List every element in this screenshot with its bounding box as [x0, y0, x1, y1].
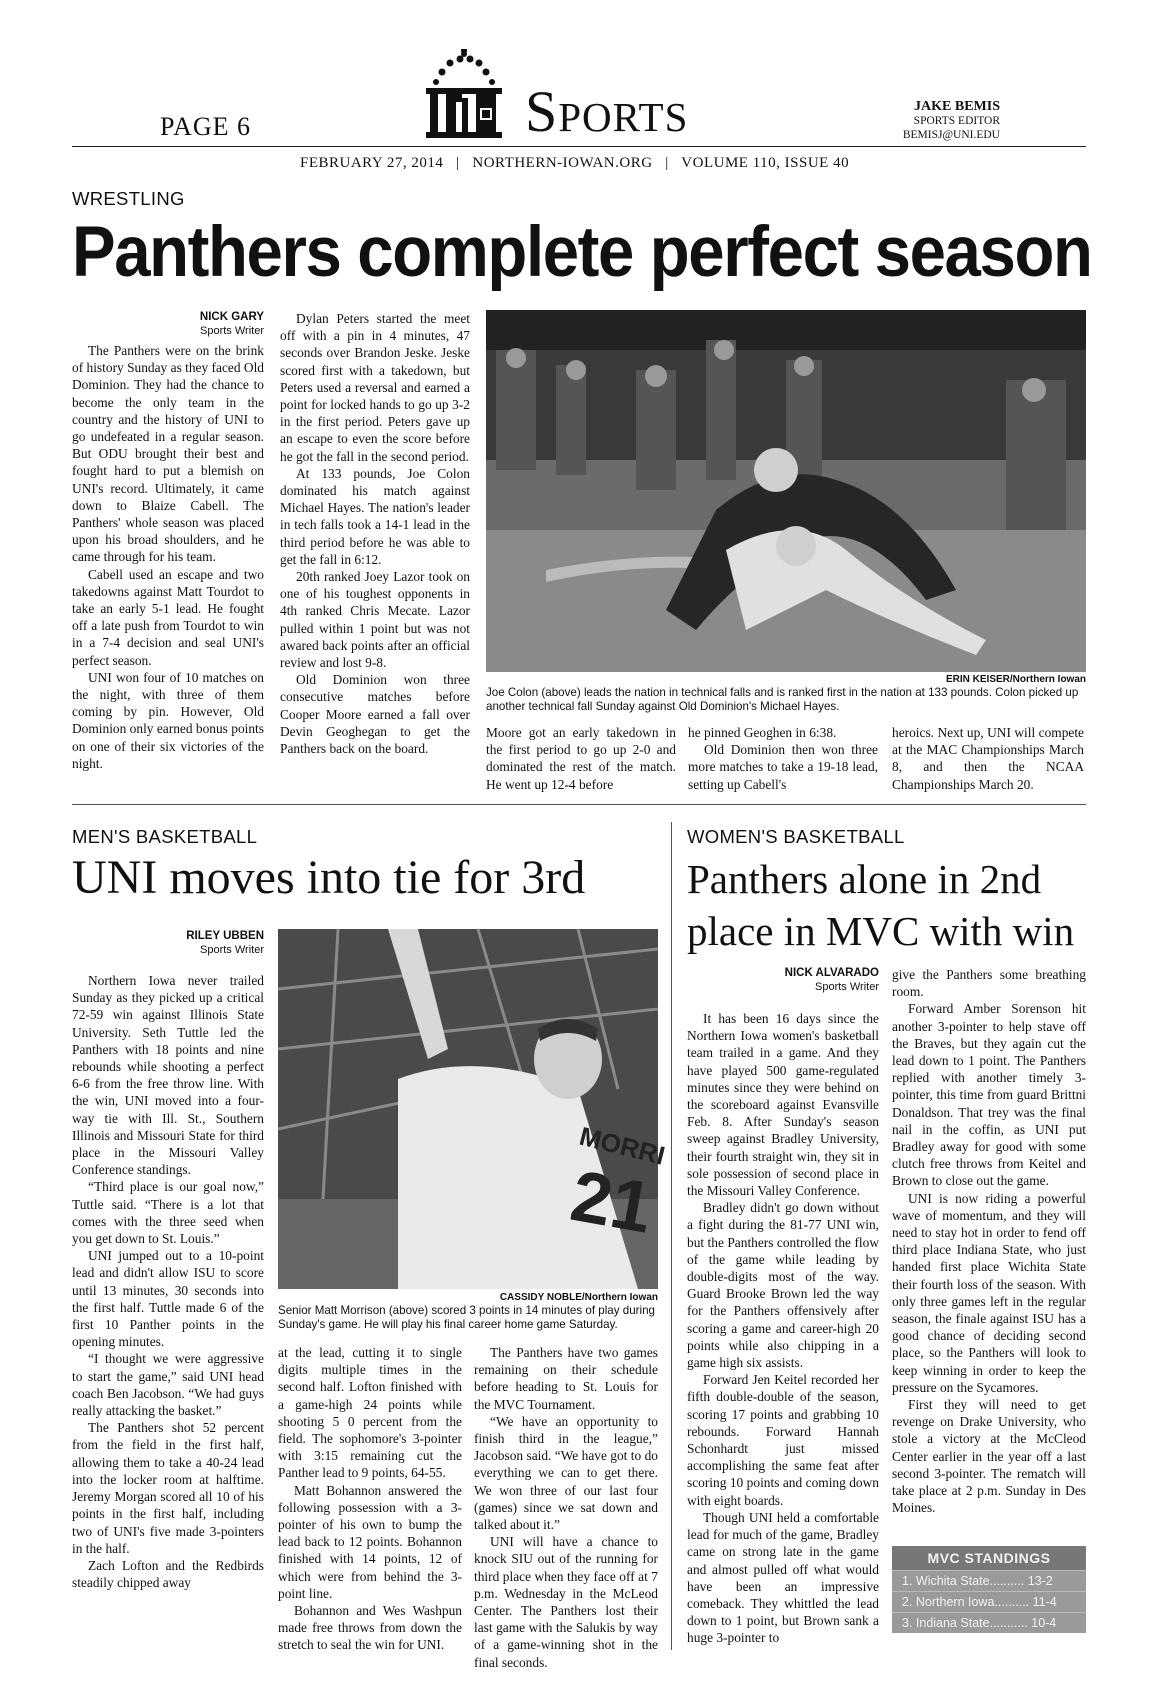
editor-info: [903, 100, 1000, 142]
paragraph: Matt Bohannon answered the following possession with a 3-pointer of his own to bump the lead back to 12 points. Bohannon finished with 14 points, 12 of which were from behind the 3-point line.: [278, 1482, 462, 1601]
paragraph: Old Dominion won three consecutive matches before Cooper Moore earned a fall over Devin Geoghegan to get the Panthers back on the board.: [280, 672, 470, 757]
standings-title: MVC STANDINGS: [892, 1546, 1086, 1570]
headline-wrestling: Panthers complete perfect season: [72, 213, 1092, 292]
editor-name: JAKE BEMIS: [914, 99, 1000, 114]
womens-col2: [892, 966, 1086, 1517]
paragraph: UNI won four of 10 matches on the night, with three of them coming by pin. However, Old Dominion only earned bonus points on one of their six victories of the night.: [72, 669, 264, 771]
paragraph: Dylan Peters started the meet off with a pin in 4 minutes, 47 seconds over Brandon Jeske. Jeske scored first with a takedown, but Peters used a reversal and earned a point for locked hands to go up 3-2 in the first period. Peters gave up an escape to even the score before he got the fall in the second period.: [280, 311, 470, 464]
dateline: FEBRUARY 27, 2014 | NORTHERN-IOWAN.ORG | VOLUME 110, ISSUE 40: [300, 155, 850, 171]
photo-credit: ERIN KEISER/Northern Iowan: [945, 674, 1086, 685]
headline-line: Panthers alone in 2nd: [687, 856, 1042, 902]
paragraph: At 133 pounds, Joe Colon dominated his match against Michael Hayes. The nation's leader in tech falls took a 14-1 lead in the third period before he was able to get the fall in 6:12.: [280, 465, 470, 567]
paragraph: Zach Lofton and the Redbirds steadily chipped away: [72, 1557, 264, 1591]
womens-col1: [687, 1010, 879, 1647]
section-title: Sports: [525, 79, 689, 144]
paragraph: 20th ranked Joey Lazor took on one of his toughest opponents in 4th ranked Chris Mecate. Lazor pulled within 1 point but was not awared back points after an official review and lost 9-8.: [280, 569, 470, 671]
editor-title: SPORTS EDITOR: [913, 115, 1000, 127]
paragraph: The Panthers have two games remaining on their schedule before heading to St. Louis for the MVC Tournament.: [474, 1345, 658, 1412]
paragraph: Though UNI held a comfortable lead for much of the game, Bradley came on strong late in the game and almost pulled off what would have been an impressive comeback. They whittled the lead down to 1 point, but Brown sank a huge 3-pointer to: [687, 1509, 879, 1646]
paragraph: UNI is now riding a powerful wave of momentum, and they will need to stay hot in order to fend off third place Indiana State, who just handed first place Wichita State their fourth loss of the season. With only three games left in the regular season, the finale against ISU has a good chance of deciding second place, so the Panthers will look to keep winning in order to keep the pressure on the Sycamores.: [892, 1190, 1086, 1395]
headline-line: place in MVC with win: [687, 908, 1075, 954]
wrestling-col1: [72, 342, 264, 772]
paragraph: First they will need to get revenge on Drake University, who stole a victory at the McCleod Center earlier in the year off a last second 3-pointer. The rematch will take place at 2 p.m. Sunday in Des Moines.: [892, 1397, 1086, 1516]
standings-row: 2. Northern Iowa.......... 11-4: [892, 1591, 1086, 1612]
author-name: NICK GARY: [199, 311, 264, 323]
author-title: Sports Writer: [815, 981, 879, 993]
author-title: Sports Writer: [200, 325, 264, 337]
paragraph: “We have an opportunity to finish third in the league,” Jacobson said. “We have got to do everything we can to get there. We won three of our last four (games) since we sat down and talked about it.”: [474, 1413, 658, 1533]
section-label-wrestling: WRESTLING: [72, 188, 185, 209]
wrestling-col5: [892, 724, 1084, 793]
mens-col1: [72, 972, 264, 1591]
section-divider: [72, 804, 1086, 805]
section-label-mens: MEN'S BASKETBALL: [72, 826, 258, 847]
paragraph: he pinned Geoghen in 6:38.: [688, 725, 837, 740]
wrestling-col4: [688, 724, 878, 793]
author-title: Sports Writer: [200, 944, 264, 956]
paragraph: Bohannon and Wes Washpun made free throws from down the stretch to seal the win for UNI.: [278, 1603, 462, 1653]
paragraph: “I thought we were aggressive to start the game,” said UNI head coach Ben Jacobson. “We had guys really attacking the basket.”: [72, 1351, 264, 1419]
masthead-rule: [72, 146, 1086, 147]
standings-row: 3. Indiana State........... 10-4: [892, 1612, 1086, 1633]
mvc-standings-box: [892, 1546, 1086, 1633]
paragraph: Bradley didn't go down without a fight during the 81-77 UNI win, but the Panthers controlled the flow of the game while leading by double-digits most of the way. Guard Brooke Brown led the way for the Panthers offensively after scoring a game and career-high 20 points while also chipping in a game high six assists.: [687, 1200, 879, 1371]
headline-womens: [687, 853, 1074, 957]
jersey-number: 21: [565, 1155, 658, 1249]
byline-mens: [72, 929, 264, 957]
headline-mens: UNI moves into tie for 3rd: [72, 851, 586, 904]
uni-logo: [422, 48, 506, 140]
photo-credit: CASSIDY NOBLE/Northern Iowan: [499, 1292, 658, 1303]
paragraph: give the Panthers some breathing room.: [892, 967, 1086, 1000]
author-name: NICK ALVARADO: [784, 967, 879, 979]
paragraph: Old Dominion then won three more matches to take a 19-18 lead, setting up Cabell's: [688, 742, 878, 792]
byline-wrestling: [72, 310, 264, 338]
column-divider: [671, 822, 672, 1650]
paragraph: at the lead, cutting it to single digits multiple times in the second half. Lofton finished with a game-high 24 points while shooting 5 0 percent from the field. The sophomore's 3-pointer with 3:15 remaining cut the Panther lead to 9 points, 64-55.: [278, 1345, 462, 1481]
paragraph: The Panthers were on the brink of history Sunday as they faced Old Dominion. They had the chance to become the only team in the country and the history of UNI to go undefeated in a regular season. But ODU brought their best and fought hard to put a blemish on UNI's record. Ultimately, it came down to Blaize Cabell. The Panthers' whole season was placed upon his broad shoulders, and he came through for his team.: [72, 343, 264, 565]
section-label-womens: WOMEN'S BASKETBALL: [687, 826, 905, 847]
paragraph: It has been 16 days since the Northern Iowa women's basketball team trailed in a game. And they have played 500 game-regulated minutes since they were behind on the scoreboard against Evansville Feb. 8. After Sunday's season sweep against Bradley University, their fourth straight win, they sit in sole possession of second place in the Missouri Valley Conference.: [687, 1011, 879, 1199]
mens-col3: [474, 1344, 658, 1671]
editor-email: BEMISJ@UNI.EDU: [902, 129, 1000, 141]
page-number: PAGE 6: [160, 112, 252, 141]
paragraph: UNI jumped out to a 10-point lead and didn't allow ISU to score until 13 minutes, 30 seconds into the first half. Tuttle made 6 of the first 10 Panther points in the opening minutes.: [72, 1248, 264, 1350]
standings-row: 1. Wichita State.......... 13-2: [892, 1570, 1086, 1591]
mens-col2: [278, 1344, 462, 1654]
byline-womens: [687, 966, 879, 994]
photo-caption: Senior Matt Morrison (above) scored 3 points in 14 minutes of play during Sunday's game. He will play his final career home game Saturday.: [278, 1304, 655, 1331]
wrestling-col2: [280, 310, 470, 757]
paragraph: Forward Amber Sorenson hit another 3-pointer to help stave off the Braves, but they again cut the lead down to 1 point. The Panthers replied with another timely 3-pointer, this time from guard Brittni Donaldson. That trey was the final nail in the coffin, as UNI put Bradley away for good with some clutch free throws from Keitel and Brown to close out the game.: [892, 1001, 1086, 1189]
wrestling-photo: [486, 310, 1086, 672]
paragraph: The Panthers shot 52 percent from the field in the first half, allowing them to take a 40-24 lead into the locker room at halftime. Jeremy Morgan scored all 10 of his points in the first half, including two of UNI's five made 3-pointers in the half.: [72, 1420, 264, 1556]
paragraph: Forward Jen Keitel recorded her fifth double-double of the season, scoring 17 points and grabbing 10 rebounds. Forward Hannah Schonhardt just missed accomplishing the same feat after scoring 10 points and coming down with eight boards.: [687, 1372, 879, 1508]
wrestling-col3: [486, 724, 676, 793]
basketball-photo: [278, 929, 668, 1289]
paragraph: heroics. Next up, UNI will compete at the MAC Championships March 8, and then the NCAA Championships March 20.: [892, 725, 1084, 792]
paragraph: “Third place is our goal now,” Tuttle said. “There is a lot that comes with the three seed when you get down to St. Louis.”: [72, 1179, 264, 1247]
paragraph: UNI will have a chance to knock SIU out of the running for third place when they face off at 7 p.m. Wednesday in the McLeod Center. The Panthers lost their last game with the Salukis by way of a game-winning shot in the final seconds.: [474, 1534, 658, 1670]
author-name: RILEY UBBEN: [186, 930, 264, 942]
paragraph: Cabell used an escape and two takedowns against Matt Tourdot to take an early 5-1 lead. He fought off a late push from Tourdot to win in a 7-4 decision and seal UNI's perfect season.: [72, 566, 264, 668]
paragraph: Moore got an early takedown in the first period to go up 2-0 and dominated the rest of the match. He went up 12-4 before: [486, 725, 676, 792]
jersey-name: MORRI: [576, 1120, 668, 1171]
paragraph: Northern Iowa never trailed Sunday as they picked up a critical 72-59 win against Illinois State University. Seth Tuttle led the Panthers with 18 points and nine rebounds while shooting a perfect 6-6 from the free throw line. With the win, UNI moved into a four-way tie with Ill. St., Southern Illinois and Missouri State for third place in the Missouri Valley Conference standings.: [72, 973, 264, 1178]
photo-caption: Joe Colon (above) leads the nation in technical falls and is ranked first in the nation at 133 pounds. Colon picked up another technical fall Sunday against Old Dominion's Michael Hayes.: [486, 686, 1079, 713]
